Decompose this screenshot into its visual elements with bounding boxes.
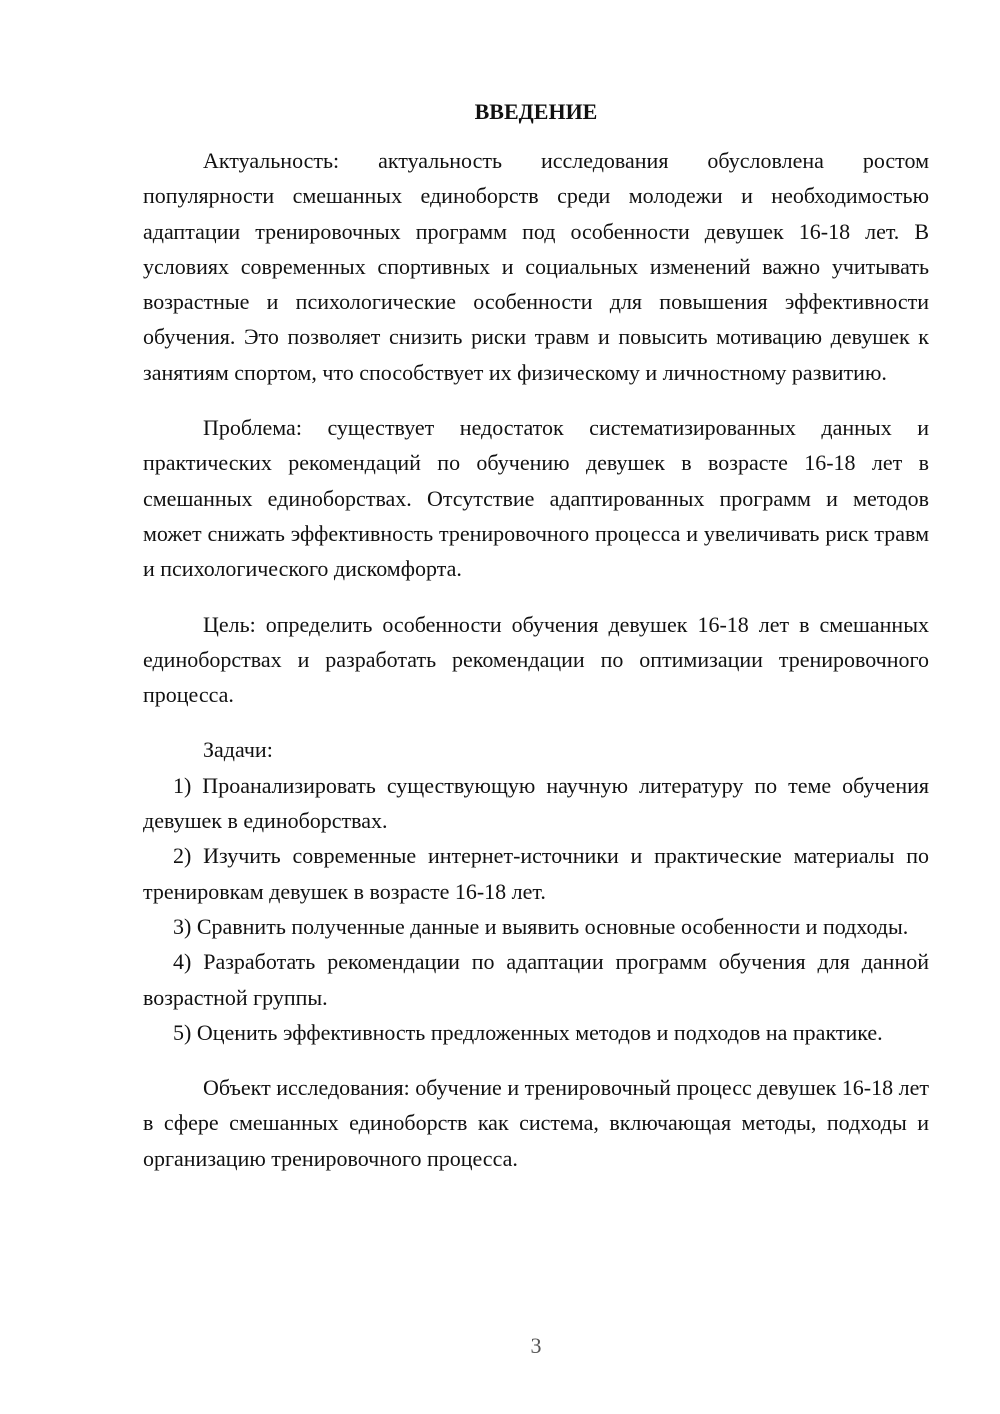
task-item: 2) Изучить современные интернет-источники и практические материалы по тренировкам девушек в возрасте 16-18 лет.	[143, 843, 929, 904]
task-item: 5) Оценить эффективность предложенных методов и подходов на практике.	[173, 1019, 883, 1045]
tasks-list	[143, 768, 929, 1050]
task-item: 3) Сравнить полученные данные и выявить основные особенности и подходы.	[173, 913, 909, 939]
task-item: 4) Разработать рекомендации по адаптации программ обучения для данной возрастной группы.	[143, 949, 929, 1010]
paragraph-relevance: Актуальность: актуальность исследования обусловлена ростом популярности смешанных единоборств среди молодежи и необходимостью адаптации тренировочных программ под особенности девушек 16-18 лет. В условиях современных спортивных и социальных изменений важно учитывать возрастные и психологические особенности для повышения эффективности обучения. Это позволяет снизить риски травм и повысить мотивацию девушек к занятиям спортом, что способствует их физическому и личностному развитию.	[143, 148, 929, 385]
task-item: 1) Проанализировать существующую научную литературу по теме обучения девушек в единоборствах.	[143, 772, 929, 834]
page-content	[143, 95, 929, 1176]
page-title: ВВЕДЕНИЕ	[474, 99, 598, 124]
paragraph-problem: Проблема: существует недостаток систематизированных данных и практических рекомендаций по обучению девушек в возрасте 16-18 лет в смешанных единоборствах. Отсутствие адаптированных программ и методов может снижать эффективность тренировочного процесса и увеличивать риск травм и психологического дискомфорта.	[143, 415, 929, 582]
paragraph-goal: Цель: определить особенности обучения девушек 16-18 лет в смешанных единоборствах и разработать рекомендации по оптимизации тренировочного процесса.	[143, 611, 929, 708]
paragraph-object: Объект исследования: обучение и тренировочный процесс девушек 16-18 лет в сфере смешанных единоборств как система, включающая методы, подходы и организацию тренировочного процесса.	[143, 1075, 929, 1171]
tasks-heading: Задачи:	[203, 737, 273, 763]
page-number: 3	[530, 1333, 542, 1358]
